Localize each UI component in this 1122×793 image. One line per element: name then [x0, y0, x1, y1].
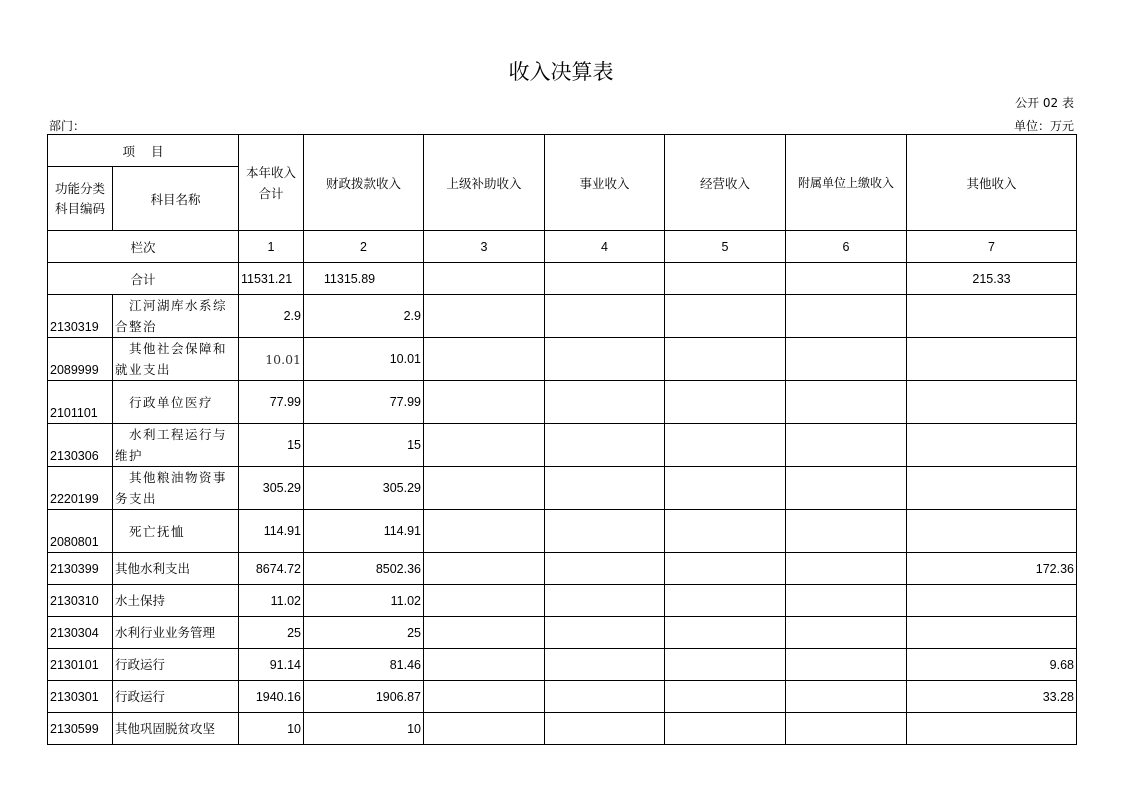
total-cell: 11531.21: [239, 263, 304, 295]
other-cell: [907, 381, 1077, 424]
table-row: [48, 617, 1077, 649]
total-cell: 114.91: [239, 510, 304, 553]
subject-name-cell: 水利行业业务管理: [113, 617, 239, 649]
table-row: [48, 467, 1077, 510]
code-cell: 2089999: [48, 338, 113, 381]
business-cell: [545, 381, 665, 424]
operation-cell: [665, 467, 786, 510]
table-row: [48, 713, 1077, 745]
fiscal-cell: 114.91: [304, 510, 424, 553]
fiscal-cell: 81.46: [304, 649, 424, 681]
operation-cell: [665, 295, 786, 338]
total-cell: 2.9: [239, 295, 304, 338]
subject-name-cell: 其他水利支出: [113, 553, 239, 585]
business-cell: [545, 681, 665, 713]
operation-cell: [665, 424, 786, 467]
affiliate-cell: [786, 467, 907, 510]
table-row: [48, 510, 1077, 553]
superior-cell: [424, 467, 545, 510]
fiscal-cell: 8502.36: [304, 553, 424, 585]
superior-cell: [424, 510, 545, 553]
total-cell: 305.29: [239, 467, 304, 510]
column-number: 3: [424, 231, 545, 263]
business-cell: [545, 338, 665, 381]
operation-cell: [665, 553, 786, 585]
header-operation: 经营收入: [665, 135, 786, 231]
other-cell: [907, 713, 1077, 745]
operation-cell: [665, 649, 786, 681]
header-item: 项 目: [48, 135, 239, 167]
column-index-row: [48, 231, 1077, 263]
other-cell: [907, 617, 1077, 649]
header-affiliate: 附属单位上缴收入: [786, 135, 907, 231]
fiscal-cell: 11315.89: [304, 263, 424, 295]
fiscal-cell: 1906.87: [304, 681, 424, 713]
total-cell: 10: [239, 713, 304, 745]
subject-name-cell: 行政运行: [113, 681, 239, 713]
total-cell: 91.14: [239, 649, 304, 681]
department-label: 部门：: [49, 119, 86, 133]
column-number: 7: [907, 231, 1077, 263]
other-cell: [907, 510, 1077, 553]
fiscal-cell: 25: [304, 617, 424, 649]
superior-cell: [424, 617, 545, 649]
fiscal-cell: 15: [304, 424, 424, 467]
subject-name-cell: 行政运行: [113, 649, 239, 681]
code-cell: 2130306: [48, 424, 113, 467]
total-cell: 10.01: [239, 338, 304, 381]
affiliate-cell: [786, 263, 907, 295]
superior-cell: [424, 424, 545, 467]
table-row: [48, 338, 1077, 381]
other-cell: [907, 467, 1077, 510]
table-row: [48, 681, 1077, 713]
column-index-label: 栏次: [48, 231, 239, 263]
total-row: [48, 263, 1077, 295]
operation-cell: [665, 713, 786, 745]
other-cell: 33.28: [907, 681, 1077, 713]
total-label: 合计: [48, 263, 239, 295]
affiliate-cell: [786, 553, 907, 585]
superior-cell: [424, 649, 545, 681]
table-row: [48, 553, 1077, 585]
affiliate-cell: [786, 585, 907, 617]
page-title: 收入决算表: [508, 60, 614, 84]
operation-cell: [665, 338, 786, 381]
subject-name-cell: 行政单位医疗: [113, 381, 239, 424]
affiliate-cell: [786, 713, 907, 745]
superior-cell: [424, 713, 545, 745]
fiscal-cell: 10: [304, 713, 424, 745]
header-superior: 上级补助收入: [424, 135, 545, 231]
column-number: 2: [304, 231, 424, 263]
unit-label: 单位：万元: [1013, 119, 1074, 133]
affiliate-cell: [786, 649, 907, 681]
column-number: 6: [786, 231, 907, 263]
other-cell: [907, 585, 1077, 617]
business-cell: [545, 553, 665, 585]
business-cell: [545, 585, 665, 617]
other-cell: [907, 424, 1077, 467]
column-number: 4: [545, 231, 665, 263]
header-code: 功能分类科目编码: [48, 167, 113, 231]
code-cell: 2130599: [48, 713, 113, 745]
affiliate-cell: [786, 381, 907, 424]
table-row: [48, 649, 1077, 681]
table-row: [48, 424, 1077, 467]
business-cell: [545, 649, 665, 681]
other-cell: [907, 338, 1077, 381]
header-business: 事业收入: [545, 135, 665, 231]
table-row: [48, 585, 1077, 617]
subject-name-cell: 水土保持: [113, 585, 239, 617]
superior-cell: [424, 553, 545, 585]
income-table: [47, 134, 1077, 745]
form-number: 公开 02 表: [1015, 96, 1074, 110]
code-cell: 2130310: [48, 585, 113, 617]
code-cell: 2130101: [48, 649, 113, 681]
superior-cell: [424, 585, 545, 617]
affiliate-cell: [786, 424, 907, 467]
business-cell: [545, 510, 665, 553]
fiscal-cell: 305.29: [304, 467, 424, 510]
business-cell: [545, 424, 665, 467]
affiliate-cell: [786, 681, 907, 713]
subject-name-cell: 其他社会保障和就业支出: [113, 338, 239, 381]
code-cell: 2101101: [48, 381, 113, 424]
affiliate-cell: [786, 510, 907, 553]
affiliate-cell: [786, 338, 907, 381]
affiliate-cell: [786, 295, 907, 338]
code-cell: 2130319: [48, 295, 113, 338]
other-cell: 9.68: [907, 649, 1077, 681]
superior-cell: [424, 263, 545, 295]
operation-cell: [665, 681, 786, 713]
subject-name-cell: 其他粮油物资事务支出: [113, 467, 239, 510]
header-name: 科目名称: [113, 167, 239, 231]
total-cell: 77.99: [239, 381, 304, 424]
business-cell: [545, 713, 665, 745]
total-cell: 15: [239, 424, 304, 467]
total-cell: 1940.16: [239, 681, 304, 713]
subject-name-cell: 死亡抚恤: [113, 510, 239, 553]
subject-name-cell: 水利工程运行与维护: [113, 424, 239, 467]
subject-name-cell: 其他巩固脱贫攻坚: [113, 713, 239, 745]
code-cell: 2220199: [48, 467, 113, 510]
header-total: 本年收入合计: [239, 135, 304, 231]
affiliate-cell: [786, 617, 907, 649]
fiscal-cell: 11.02: [304, 585, 424, 617]
operation-cell: [665, 585, 786, 617]
other-cell: 172.36: [907, 553, 1077, 585]
table-row: [48, 381, 1077, 424]
business-cell: [545, 467, 665, 510]
code-cell: 2130304: [48, 617, 113, 649]
header-other: 其他收入: [907, 135, 1077, 231]
operation-cell: [665, 510, 786, 553]
business-cell: [545, 263, 665, 295]
other-cell: 215.33: [907, 263, 1077, 295]
total-cell: 11.02: [239, 585, 304, 617]
column-number: 1: [239, 231, 304, 263]
fiscal-cell: 2.9: [304, 295, 424, 338]
operation-cell: [665, 381, 786, 424]
subject-name-cell: 江河湖库水系综合整治: [113, 295, 239, 338]
superior-cell: [424, 338, 545, 381]
total-cell: 25: [239, 617, 304, 649]
superior-cell: [424, 381, 545, 424]
business-cell: [545, 617, 665, 649]
header-fiscal: 财政拨款收入: [304, 135, 424, 231]
code-cell: 2080801: [48, 510, 113, 553]
operation-cell: [665, 617, 786, 649]
superior-cell: [424, 681, 545, 713]
code-cell: 2130301: [48, 681, 113, 713]
operation-cell: [665, 263, 786, 295]
code-cell: 2130399: [48, 553, 113, 585]
superior-cell: [424, 295, 545, 338]
business-cell: [545, 295, 665, 338]
fiscal-cell: 77.99: [304, 381, 424, 424]
column-number: 5: [665, 231, 786, 263]
table-row: [48, 295, 1077, 338]
other-cell: [907, 295, 1077, 338]
fiscal-cell: 10.01: [304, 338, 424, 381]
total-cell: 8674.72: [239, 553, 304, 585]
